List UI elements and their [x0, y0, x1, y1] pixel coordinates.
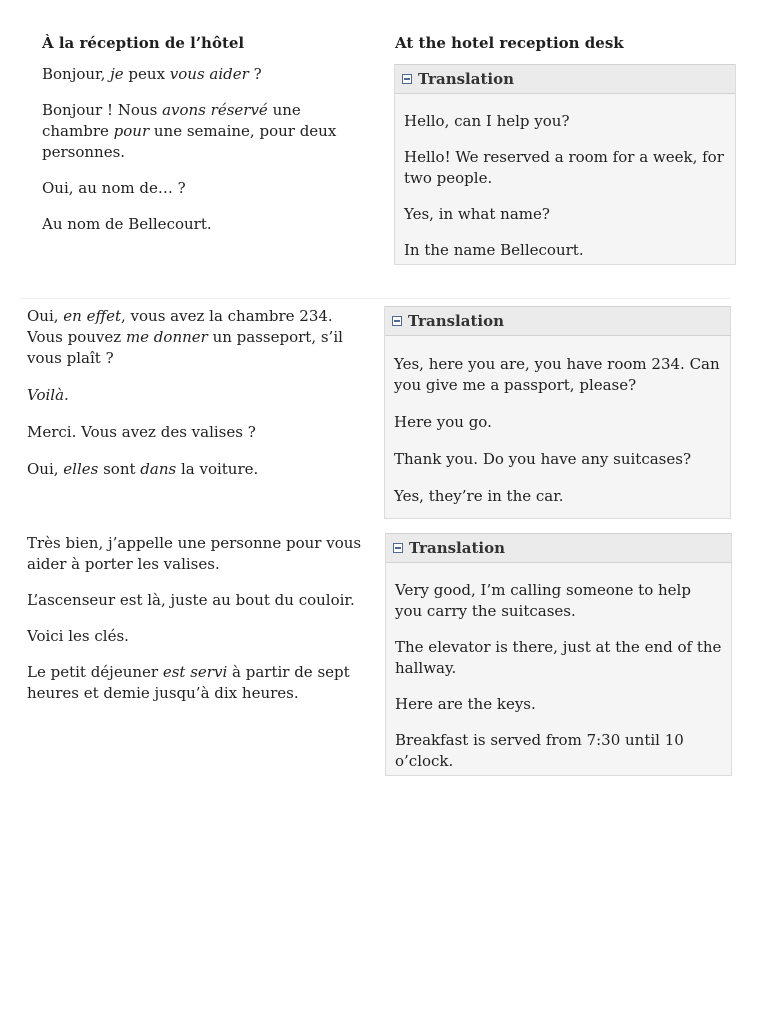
text-segment: ? [248, 65, 262, 83]
text-segment: , vous avez la chambre 234. Vous pouvez [27, 307, 333, 346]
translation-toggle[interactable] [385, 306, 730, 336]
collapse-icon[interactable] [393, 543, 403, 553]
text-segment: Au nom de Bellecourt. [42, 215, 212, 233]
collapse-icon[interactable] [402, 74, 412, 84]
italic-term: me donner [125, 328, 208, 346]
french-line [42, 64, 372, 85]
english-line: Here you go. [394, 413, 492, 431]
translation-label: Translation [409, 539, 505, 557]
english-line: Hello! We reserved a room for a week, for two people. [404, 148, 724, 187]
translation-label: Translation [418, 70, 514, 88]
text-segment: une chambre [42, 101, 301, 140]
english-line: The elevator is there, just at the end of the hallway. [395, 638, 722, 677]
italic-term: est servi [162, 663, 228, 681]
french-dialogue-section-2 [27, 306, 367, 480]
french-line [27, 459, 367, 480]
english-line: Yes, they’re in the car. [394, 487, 564, 505]
french-dialogue-title: À la réception de l’hôtel [42, 34, 245, 52]
french-dialogue-section-1 [42, 64, 372, 235]
text-segment: Merci. Vous avez des valises ? [27, 423, 256, 441]
text-segment: un passeport, s’il vous plaît ? [27, 328, 343, 367]
text-segment: Bonjour ! Nous [42, 101, 163, 119]
text-segment: Bonjour, [42, 65, 111, 83]
text-segment: Oui, au nom de… ? [42, 179, 186, 197]
translation-box-3 [385, 533, 732, 776]
italic-term: en effet [63, 307, 122, 325]
english-dialogue-title: At the hotel reception desk [395, 34, 624, 52]
english-line: Thank you. Do you have any suitcases? [394, 450, 691, 468]
section-divider [20, 298, 730, 299]
english-line: Hello, can I help you? [404, 112, 570, 130]
text-segment: L’ascenseur est là, juste au bout du couloir. [27, 591, 355, 609]
text-segment: sont [98, 460, 141, 478]
english-line: In the name Bellecourt. [404, 241, 584, 259]
translation-toggle[interactable] [395, 64, 735, 94]
english-line: Very good, I’m calling someone to help you carry the suitcases. [395, 581, 691, 620]
french-line [27, 533, 367, 575]
french-line [27, 306, 367, 369]
french-line [27, 662, 367, 704]
french-line [42, 214, 372, 235]
french-line [42, 100, 372, 163]
text-segment: Oui, [27, 307, 64, 325]
french-line [27, 385, 367, 406]
text-segment: la voiture. [176, 460, 259, 478]
french-line [27, 422, 367, 443]
text-segment: Le petit déjeuner [27, 663, 163, 681]
english-line: Breakfast is served from 7:30 until 10 o’clock. [395, 731, 684, 770]
italic-term: Voilà. [27, 386, 69, 404]
collapse-icon[interactable] [392, 316, 402, 326]
italic-term: pour [113, 122, 150, 140]
french-dialogue-section-3 [27, 533, 367, 704]
text-segment: Oui, [27, 460, 64, 478]
french-line [27, 626, 367, 647]
translation-toggle[interactable] [386, 533, 731, 563]
translation-box-1 [394, 64, 736, 265]
translation-label: Translation [408, 312, 504, 330]
english-line: Here are the keys. [395, 695, 536, 713]
italic-term: dans [140, 460, 177, 478]
italic-term: elles [63, 460, 99, 478]
french-line [42, 178, 372, 199]
english-line: Yes, here you are, you have room 234. Can you give me a passport, please? [394, 355, 720, 394]
translation-box-2 [384, 306, 731, 519]
text-segment: peux [123, 65, 170, 83]
italic-term: je [110, 65, 124, 83]
english-line: Yes, in what name? [404, 205, 550, 223]
italic-term: avons réservé [162, 101, 268, 119]
text-segment: Voici les clés. [27, 627, 129, 645]
french-line [27, 590, 367, 611]
text-segment: Très bien, j’appelle une personne pour vous aider à porter les valises. [27, 534, 362, 573]
text-segment: à partir de sept heures et demie jusqu’à dix heures. [27, 663, 350, 702]
italic-term: vous aider [169, 65, 249, 83]
text-segment: une semaine, pour deux personnes. [42, 122, 337, 161]
